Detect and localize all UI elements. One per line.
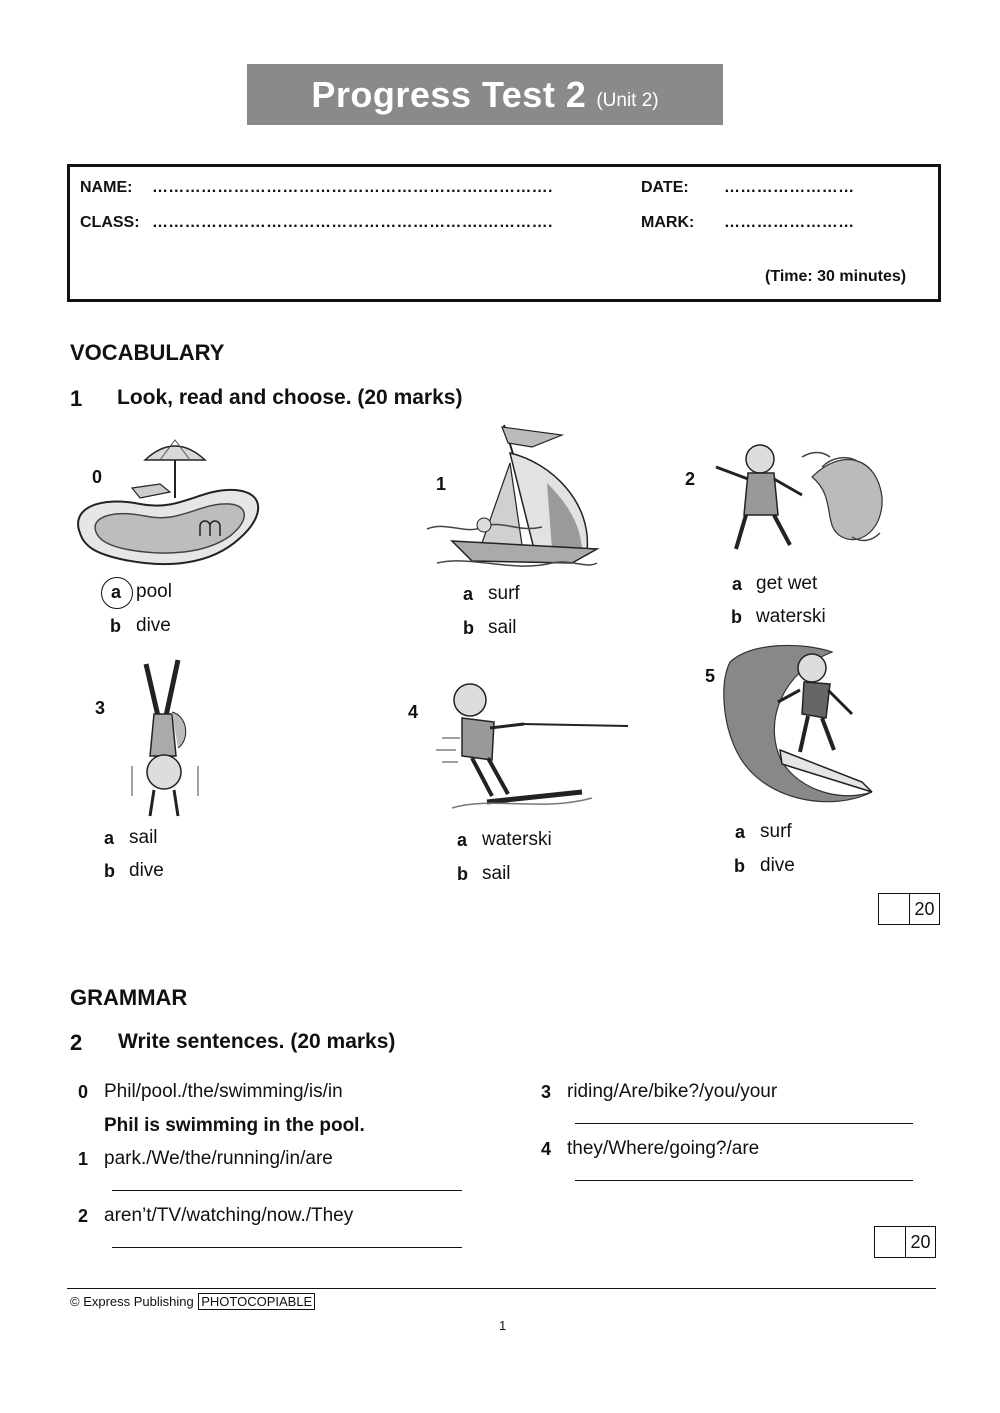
item-2-number: 2 (685, 469, 696, 489)
vocabulary-score-box (878, 893, 940, 925)
grammar-item-4-prompt: they/Where/going?/are (567, 1138, 760, 1159)
mark-field[interactable]: …………………… (724, 214, 855, 231)
item-3-option-a-letter: a (104, 828, 115, 848)
item-1-option-a-word[interactable]: surf (488, 583, 520, 604)
boy-waterskiing-illustration (432, 678, 632, 813)
task-2-number: 2 (70, 1030, 83, 1055)
item-5-option-a-letter: a (735, 822, 746, 842)
name-field[interactable]: …………………………………………………….…………. (152, 179, 553, 196)
item-3-option-b-word[interactable]: dive (129, 860, 164, 881)
grammar-item-0-prompt: Phil/pool./the/swimming/is/in (104, 1081, 343, 1102)
name-label: NAME: (80, 179, 133, 196)
footer-divider (67, 1288, 936, 1289)
item-2-option-a-letter: a (732, 574, 743, 594)
item-0-number: 0 (92, 467, 103, 487)
grammar-item-1-number: 1 (78, 1149, 89, 1169)
item-0-option-b-word[interactable]: dive (136, 615, 171, 636)
grammar-item-1-prompt: park./We/the/running/in/are (104, 1148, 333, 1169)
grammar-item-0-example-answer: Phil is swimming in the pool. (104, 1115, 365, 1136)
grammar-item-3-number: 3 (541, 1082, 552, 1102)
grammar-item-3-prompt: riding/Are/bike?/you/your (567, 1081, 778, 1102)
item-3-option-b-letter: b (104, 861, 115, 881)
grammar-item-4-number: 4 (541, 1139, 552, 1159)
item-0-option-a-letter: a (111, 582, 122, 602)
footer-credit (70, 1293, 315, 1311)
item-5-number: 5 (705, 666, 716, 686)
page-number: 1 (499, 1318, 507, 1333)
item-3-number: 3 (95, 698, 106, 718)
item-4-number: 4 (408, 702, 419, 722)
class-field[interactable]: …………………………………………………….…………. (152, 214, 553, 231)
item-4-option-b-letter: b (457, 864, 468, 884)
item-5-option-b-letter: b (734, 856, 745, 876)
item-0-option-a-word[interactable]: pool (136, 581, 172, 602)
grammar-item-2-answer-line[interactable] (112, 1247, 462, 1248)
grammar-heading: GRAMMAR (70, 985, 188, 1010)
grammar-score-input[interactable] (875, 1227, 906, 1257)
item-1-option-b-word[interactable]: sail (488, 617, 517, 638)
girl-diving-illustration (128, 656, 203, 821)
page-title: Progress Test 2 (311, 73, 587, 115)
item-4-option-b-word[interactable]: sail (482, 863, 511, 884)
item-1-option-b-letter: b (463, 618, 474, 638)
page-subtitle: (Unit 2) (596, 89, 659, 111)
grammar-item-2-prompt: aren’t/TV/watching/now./They (104, 1205, 354, 1226)
item-4-option-a-letter: a (457, 830, 468, 850)
item-5-option-b-word[interactable]: dive (760, 855, 795, 876)
grammar-item-3-answer-line[interactable] (575, 1123, 913, 1124)
task-2-instruction: Write sentences. (20 marks) (118, 1030, 396, 1053)
item-4-option-a-word[interactable]: waterski (482, 829, 552, 850)
grammar-score-box (874, 1226, 936, 1258)
item-1-option-a-letter: a (463, 584, 474, 604)
item-1-number: 1 (436, 474, 447, 494)
photocopiable-badge: PHOTOCOPIABLE (198, 1293, 315, 1310)
boy-splashed-illustration (702, 437, 887, 565)
item-2-option-b-word[interactable]: waterski (756, 606, 826, 627)
grammar-item-4-answer-line[interactable] (575, 1180, 913, 1181)
swimming-pool-illustration (70, 438, 265, 573)
boy-surfing-illustration (722, 642, 882, 812)
task-1-instruction: Look, read and choose. (20 marks) (117, 386, 463, 409)
time-limit: (Time: 30 minutes) (765, 268, 907, 285)
vocabulary-heading: VOCABULARY (70, 340, 225, 365)
grammar-item-0-number: 0 (78, 1082, 89, 1102)
item-2-option-a-word[interactable]: get wet (756, 573, 818, 594)
item-3-option-a-word[interactable]: sail (129, 827, 158, 848)
vocabulary-score-total: 20 (914, 898, 935, 919)
mark-label: MARK: (641, 214, 695, 231)
date-label: DATE: (641, 179, 689, 196)
grammar-score-total: 20 (910, 1231, 931, 1252)
item-0-option-b-letter: b (110, 616, 121, 636)
task-1-number: 1 (70, 386, 83, 411)
date-field[interactable]: …………………… (724, 179, 855, 196)
copyright-text: © Express Publishing (70, 1294, 194, 1309)
vocabulary-score-input[interactable] (879, 894, 910, 924)
grammar-item-1-answer-line[interactable] (112, 1190, 462, 1191)
item-2-option-b-letter: b (731, 607, 742, 627)
sailboat-illustration (422, 423, 597, 585)
item-5-option-a-word[interactable]: surf (760, 821, 792, 842)
grammar-item-2-number: 2 (78, 1206, 89, 1226)
class-label: CLASS: (80, 214, 140, 231)
title-banner (247, 64, 723, 125)
